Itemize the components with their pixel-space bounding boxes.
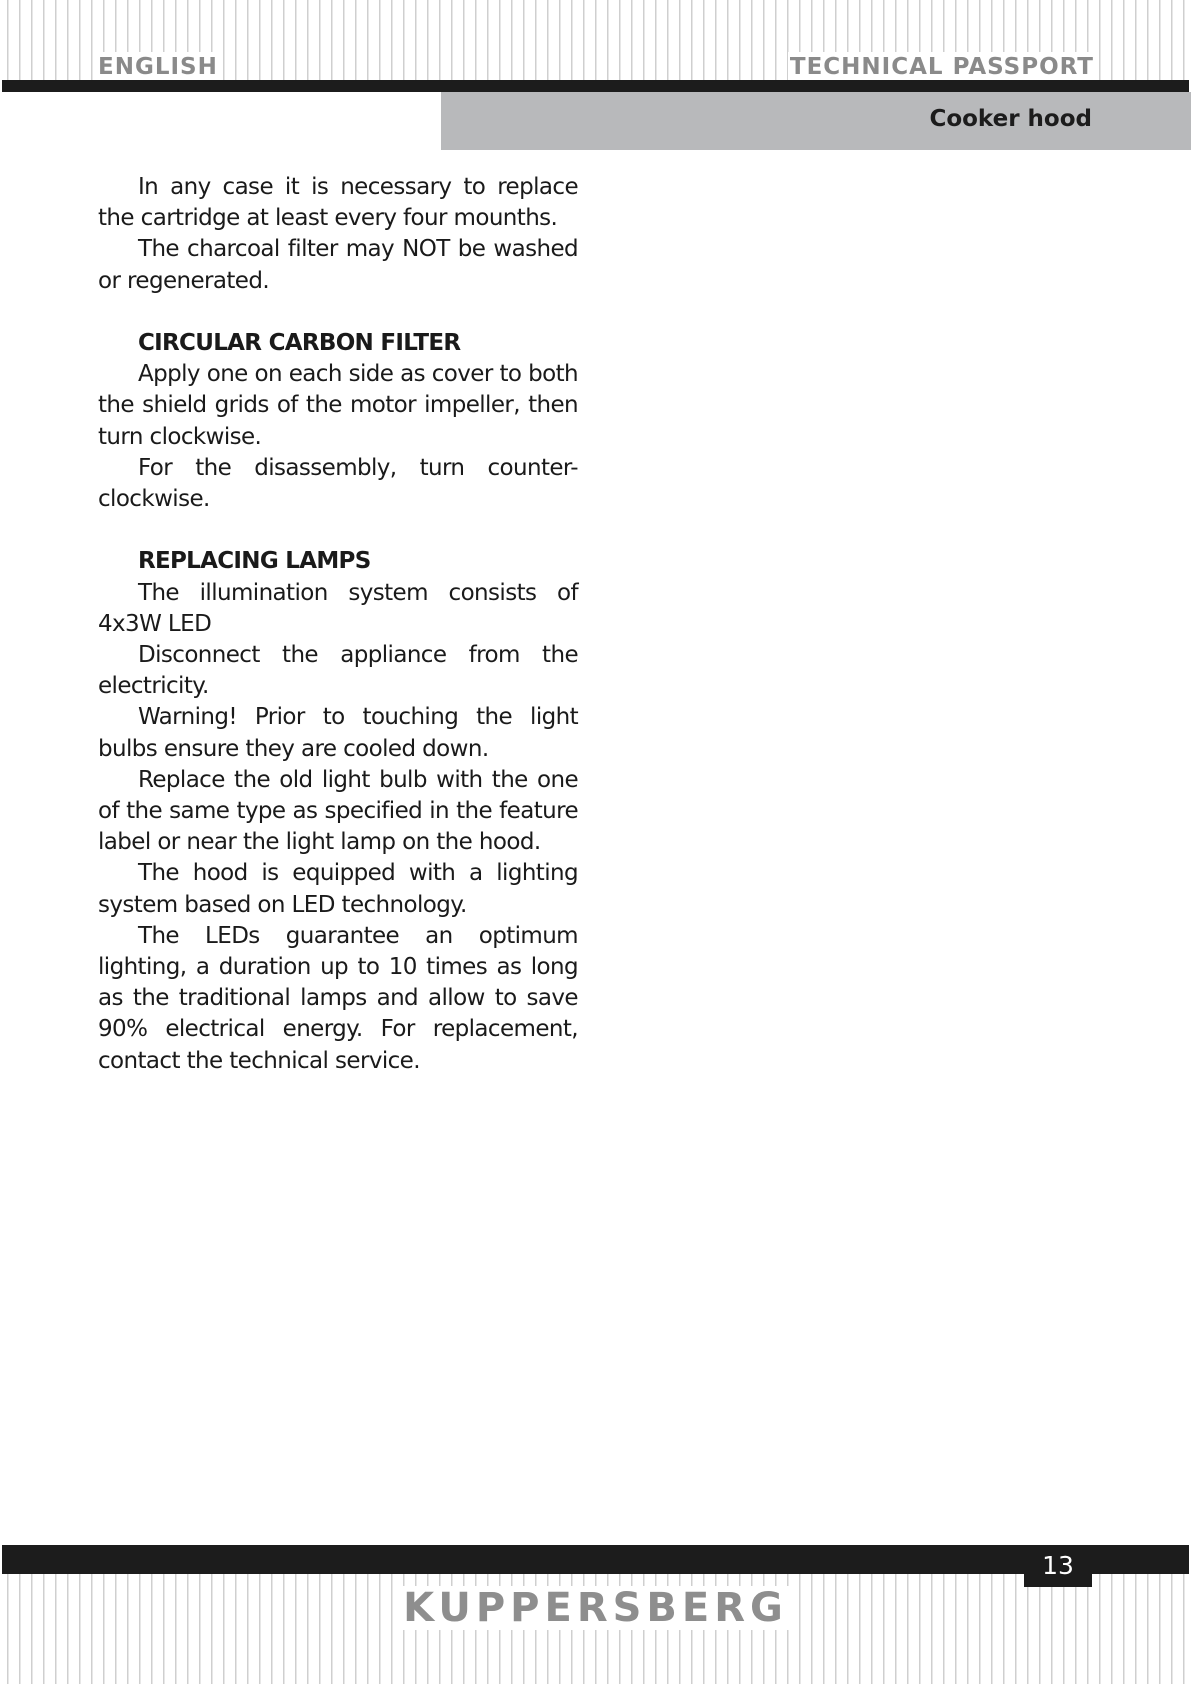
document-type-label: TECHNICAL PASSPORT: [789, 54, 1094, 80]
paragraph-illumination-system: The illumination system consists of 4x3W LED: [98, 579, 578, 637]
paragraph-led-system: The hood is equipped with a lighting system based on LED technology.: [98, 860, 578, 918]
paragraph-replace-bulb: Replace the old light bulb with the one of the same type as specified in the feature label or near the light lamp on the hood.: [98, 766, 578, 856]
brand-logo: [0, 1586, 1191, 1630]
paragraph-charcoal-filter: The charcoal filter may NOT be washed or regenerated.: [98, 236, 578, 294]
page-number: 13: [1024, 1545, 1092, 1587]
footer-rule: [2, 1545, 1189, 1574]
paragraph-apply-filter: Apply one on each side as cover to both the shield grids of the motor impeller, then turn clockwise.: [98, 361, 578, 450]
paragraph-replace-cartridge: In any case it is necessary to replace the cartridge at least every four mounths.: [98, 174, 578, 232]
paragraph-led-benefits: The LEDs guarantee an optimum lighting, a duration up to 10 times as long as the traditional lamps and allow to save 90% electrical energy. For replacement, contact the technical service.: [98, 922, 578, 1074]
product-title: Cooker hood: [929, 106, 1092, 132]
product-banner: [441, 92, 1191, 150]
heading-circular-carbon-filter: CIRCULAR CARBON FILTER: [138, 330, 461, 356]
header-rule: [2, 80, 1189, 92]
main-text-column: [98, 172, 578, 1077]
language-label: ENGLISH: [98, 54, 218, 80]
paragraph-disassembly: For the disassembly, turn counter-clockwise.: [98, 454, 578, 513]
heading-replacing-lamps: REPLACING LAMPS: [138, 548, 371, 575]
paragraph-disconnect: Disconnect the appliance from the electricity.: [98, 642, 578, 700]
paragraph-warning: Warning! Prior to touching the light bulbs ensure they are cooled down.: [98, 704, 578, 762]
brand-name: KUPPERSBERG: [399, 1586, 792, 1630]
